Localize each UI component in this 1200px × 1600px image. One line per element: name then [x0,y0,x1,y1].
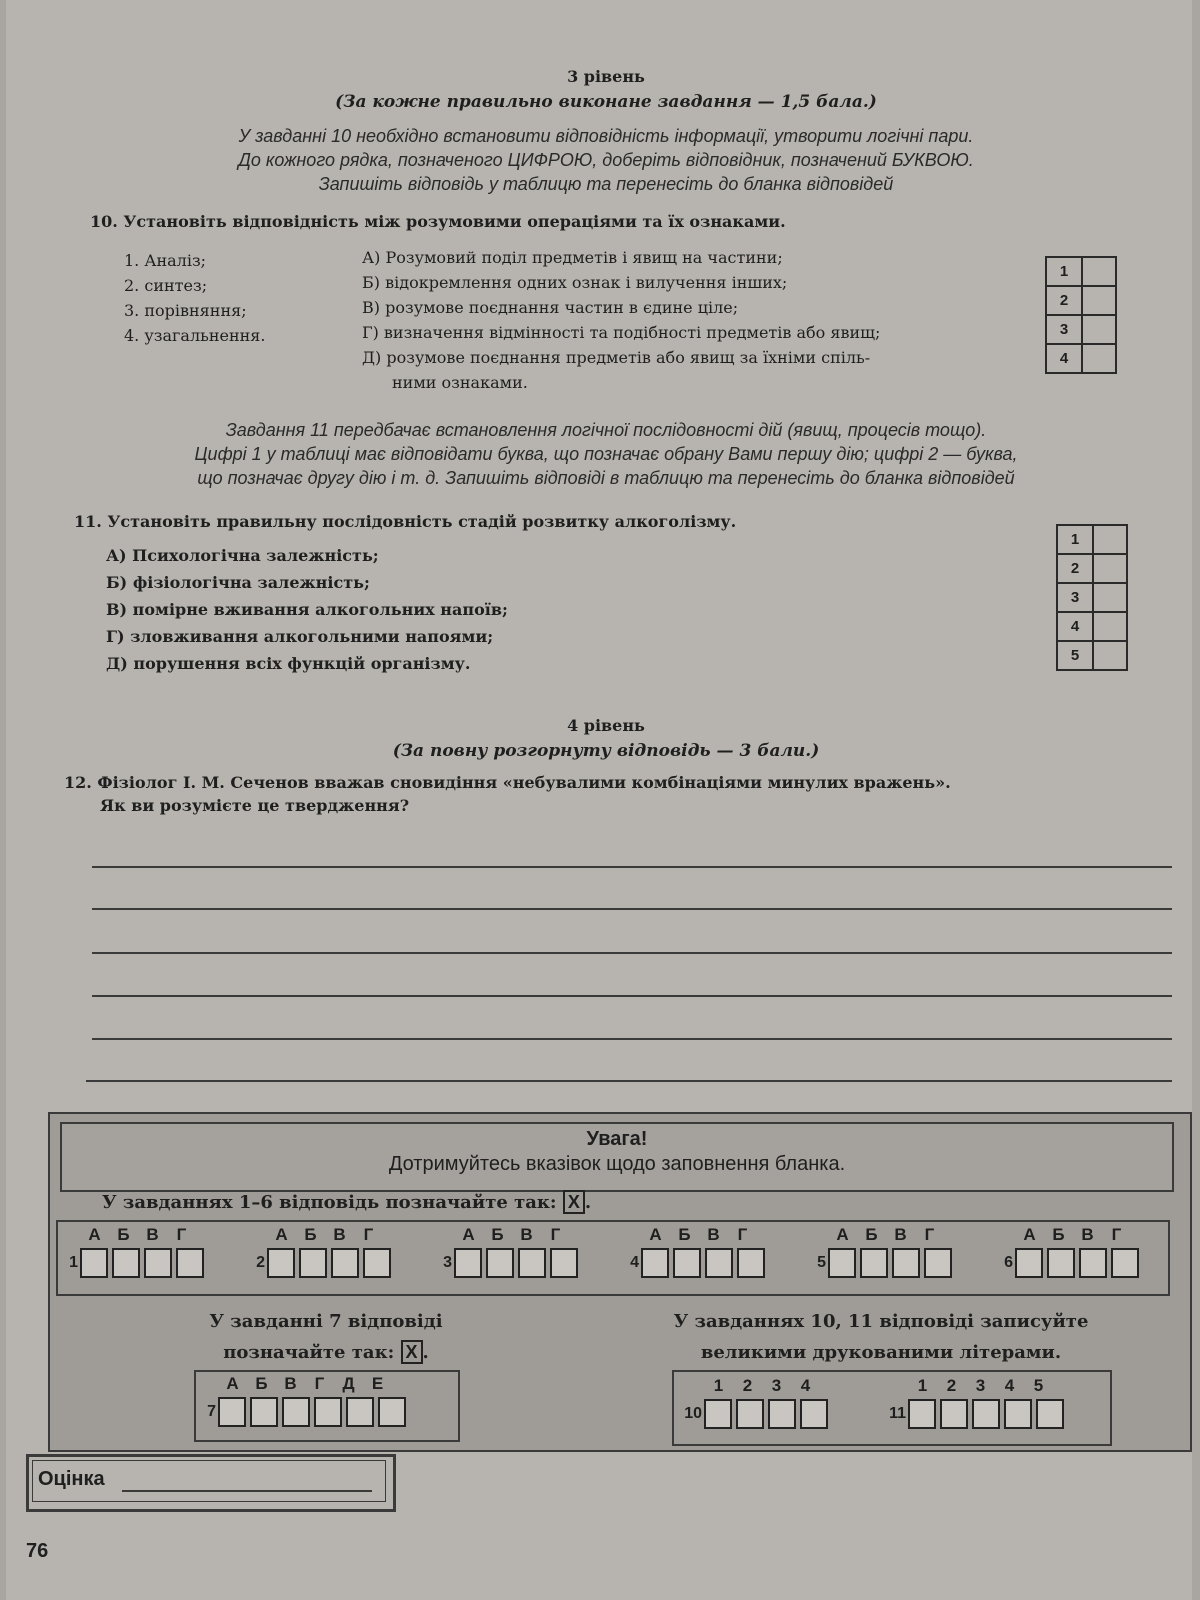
q10-right-item: ними ознаками. [392,373,528,392]
option-letter: В [333,1225,346,1244]
answer-checkbox[interactable] [176,1248,204,1278]
answer-checkbox[interactable] [1047,1248,1075,1278]
answer-checkbox[interactable] [250,1397,278,1427]
answer-checkbox[interactable] [673,1248,701,1278]
level4-title: 4 рівень [567,716,645,735]
task-11-group [882,1376,1068,1429]
option-letter: А [1023,1225,1036,1244]
answer-checkbox[interactable] [1079,1248,1107,1278]
option-letter: Б [678,1225,691,1244]
option-letter: А [462,1225,475,1244]
q11-answer-table [1056,524,1128,671]
task-7-group [202,1374,410,1427]
answer-checkbox[interactable] [363,1248,391,1278]
task-number: 5 [817,1254,826,1271]
answer-checkbox[interactable] [737,1248,765,1278]
answer-line[interactable] [92,866,1172,868]
option-letter: Б [491,1225,504,1244]
option-letter: В [894,1225,907,1244]
task-number: 10 [684,1405,702,1422]
period: . [422,1342,429,1363]
q10-answer-cell[interactable] [1082,315,1116,344]
option-letter: Г [924,1225,935,1244]
instruction-text: У завданнях 1–6 відповідь позначайте так: [102,1192,557,1213]
instruction-line: Цифрі 1 у таблиці має відповідати буква, що позначає обрану Вами першу дію; цифрі 2 — буква, [194,444,1018,464]
answer-box[interactable] [972,1399,1000,1429]
task-number: 2 [256,1254,265,1271]
task11-instruction [6,418,1200,490]
option-letter: А [226,1374,239,1393]
position-number: 4 [1004,1376,1015,1395]
task-6-group [999,1225,1143,1278]
option-letter: Б [865,1225,878,1244]
answer-box[interactable] [940,1399,968,1429]
answer-checkbox[interactable] [144,1248,172,1278]
q11-items [106,542,508,677]
answer-box[interactable] [1036,1399,1064,1429]
answer-checkbox[interactable] [299,1248,327,1278]
answer-checkbox[interactable] [705,1248,733,1278]
answer-checkbox[interactable] [314,1397,342,1427]
answer-checkbox[interactable] [550,1248,578,1278]
task-1-group [64,1225,208,1278]
task-number: 1 [69,1254,78,1271]
instruction-text: позначайте так: [223,1342,395,1363]
q12-text-line: Як ви розумієте це твердження? [100,796,410,815]
instruction-text: великими друкованими літерами. [700,1342,1062,1363]
option-letter: А [88,1225,101,1244]
q12-text-line: 12. Фізіолог І. М. Сеченов вважав сновидіння «небувалими комбінаціями минулих вражень». [64,773,951,792]
option-letter: Г [1111,1225,1122,1244]
q10-table-number: 3 [1046,315,1082,344]
task-number: 7 [207,1403,216,1420]
q10-table-number: 4 [1046,344,1082,373]
q11-table-number: 3 [1057,583,1093,612]
answer-checkbox[interactable] [267,1248,295,1278]
task-2-group [251,1225,395,1278]
question-12 [64,773,951,815]
option-letter: Г [363,1225,374,1244]
q10-left-item: 4. узагальнення. [124,326,266,345]
q10-left-item: 3. порівняння; [124,301,247,320]
q10-right-item: Г) визначення відмінності та подібності предметів або явищ; [362,323,881,342]
instruction-line: Запишіть відповідь у таблицю та перенесіть до бланка відповідей [318,174,894,194]
q11-item: А) Психологічна залежність; [106,546,379,565]
instruction-tasks-1-6 [102,1190,591,1214]
q11-item: Г) зловживання алкогольними напоями; [106,627,494,646]
q11-item: Б) фізіологічна залежність; [106,573,370,592]
attention-title: Увага! [586,1128,648,1150]
level3-title: 3 рівень [567,67,645,86]
option-letter: А [836,1225,849,1244]
answer-line[interactable] [92,995,1172,997]
position-number: 2 [742,1376,753,1395]
answer-checkbox[interactable] [282,1397,310,1427]
position-number: 5 [1033,1376,1044,1395]
option-letter: Г [176,1225,187,1244]
q11-answer-cell[interactable] [1093,583,1127,612]
attention-text: Дотримуйтесь вказівок щодо заповнення бланка. [388,1153,846,1175]
option-letter: А [275,1225,288,1244]
q10-answer-cell[interactable] [1082,257,1116,286]
answer-checkbox[interactable] [454,1248,482,1278]
q10-table-number: 1 [1046,257,1082,286]
option-letter: Д [342,1374,355,1393]
level4-subtitle: (За повну розгорнуту відповідь — 3 бали.) [392,741,820,761]
q11-table-number: 1 [1057,525,1093,554]
q11-answer-cell[interactable] [1093,612,1127,641]
grade-input-line[interactable] [122,1490,372,1492]
answer-line[interactable] [92,1038,1172,1040]
q10-answer-cell[interactable] [1082,286,1116,315]
task-number: 3 [443,1254,452,1271]
q11-table-number: 5 [1057,641,1093,670]
mark-example-icon: X [563,1190,585,1214]
q11-table-number: 2 [1057,554,1093,583]
option-letter: Б [255,1374,268,1393]
instruction-line: До кожного рядка, позначеного ЦИФРОЮ, доберіть відповідник, позначений БУКВОЮ. [238,150,974,170]
instruction-line: що позначає другу дію і т. д. Запишіть відповіді в таблицю та перенесіть до бланка відповідей [197,468,1015,488]
option-letter: В [520,1225,533,1244]
task-4-group [625,1225,769,1278]
q11-answer-cell[interactable] [1093,525,1127,554]
option-letter: Б [117,1225,130,1244]
position-number: 3 [975,1376,986,1395]
question-11: 11. Установіть правильну послідовність стадій розвитку алкоголізму. [74,512,737,531]
q10-right-item: Д) розумове поєднання предметів або явищ за їхніми спіль- [362,348,871,367]
instruction-text: У завданні 7 відповіді [209,1311,443,1332]
answer-box[interactable] [800,1399,828,1429]
worksheet-page [6,0,1192,1600]
position-number: 4 [800,1376,811,1395]
answer-line[interactable] [86,1080,1172,1082]
task-number: 6 [1004,1254,1013,1271]
instruction-text: У завданнях 10, 11 відповіді записуйте [673,1311,1089,1332]
page-number: 76 [26,1540,49,1562]
q10-answer-cell[interactable] [1082,344,1116,373]
instruction-line: Завдання 11 передбачає встановлення логічної послідовності дій (явищ, процесів тощо). [225,420,987,440]
instruction-line: У завданні 10 необхідно встановити відповідність інформації, утворити логічні пари. [238,126,974,146]
answer-checkbox[interactable] [80,1248,108,1278]
task-5-group [812,1225,956,1278]
answer-checkbox[interactable] [828,1248,856,1278]
option-letter: Б [1052,1225,1065,1244]
position-number: 2 [946,1376,957,1395]
option-letter: Г [737,1225,748,1244]
answer-box[interactable] [736,1399,764,1429]
q10-right-column [362,245,880,395]
mark-example-icon: X [401,1340,423,1364]
q10-left-column [124,248,265,348]
q10-answer-table [1045,256,1117,374]
answer-box[interactable] [768,1399,796,1429]
q11-item: В) помірне вживання алкогольних напоїв; [106,600,508,619]
task-10-group [678,1376,832,1429]
option-letter: Б [304,1225,317,1244]
task-number: 4 [630,1254,639,1271]
position-number: 1 [713,1376,724,1395]
q11-answer-cell[interactable] [1093,641,1127,670]
option-letter: В [1081,1225,1094,1244]
task-3-group [438,1225,582,1278]
answer-box[interactable] [704,1399,732,1429]
level3-subtitle: (За кожне правильно виконане завдання — 1,5 бала.) [335,92,877,112]
attention-box [60,1122,1174,1192]
option-letter: Г [550,1225,561,1244]
q10-right-item: В) розумове поєднання частин в єдине ціле; [362,298,739,317]
position-number: 1 [917,1376,928,1395]
grade-label: Оцінка [38,1468,105,1490]
answer-checkbox[interactable] [112,1248,140,1278]
q10-table-number: 2 [1046,286,1082,315]
answer-checkbox[interactable] [218,1397,246,1427]
q10-left-item: 2. синтез; [124,276,208,295]
answer-line[interactable] [92,908,1172,910]
option-letter: В [284,1374,297,1393]
answer-checkbox[interactable] [892,1248,920,1278]
option-letter: Г [314,1374,325,1393]
answer-checkbox[interactable] [1015,1248,1043,1278]
answer-checkbox[interactable] [1111,1248,1139,1278]
answer-checkbox[interactable] [518,1248,546,1278]
q11-table-number: 4 [1057,612,1093,641]
answer-checkbox[interactable] [346,1397,374,1427]
instruction-task-7 [186,1306,466,1368]
answer-checkbox[interactable] [860,1248,888,1278]
answer-line[interactable] [92,952,1172,954]
q10-left-item: 1. Аналіз; [124,251,207,270]
level3-instruction [6,124,1200,196]
answer-box[interactable] [908,1399,936,1429]
option-letter: А [649,1225,662,1244]
instruction-tasks-10-11 [636,1306,1126,1368]
answer-checkbox[interactable] [924,1248,952,1278]
q10-right-item: Б) відокремлення одних ознак і вилучення інших; [362,273,788,292]
option-letter: В [146,1225,159,1244]
q11-item: Д) порушення всіх функцій організму. [106,654,471,673]
answer-checkbox[interactable] [378,1397,406,1427]
option-letter: Е [371,1374,384,1393]
option-letter: В [707,1225,720,1244]
task-number: 11 [889,1405,906,1422]
answer-checkbox[interactable] [641,1248,669,1278]
period: . [584,1192,592,1213]
answer-box[interactable] [1004,1399,1032,1429]
position-number: 3 [771,1376,782,1395]
question-10: 10. Установіть відповідність між розумовими операціями та їх ознаками. [90,212,786,231]
q10-right-item: А) Розумовий поділ предметів і явищ на частини; [362,248,783,267]
answer-checkbox[interactable] [486,1248,514,1278]
answer-checkbox[interactable] [331,1248,359,1278]
q11-answer-cell[interactable] [1093,554,1127,583]
